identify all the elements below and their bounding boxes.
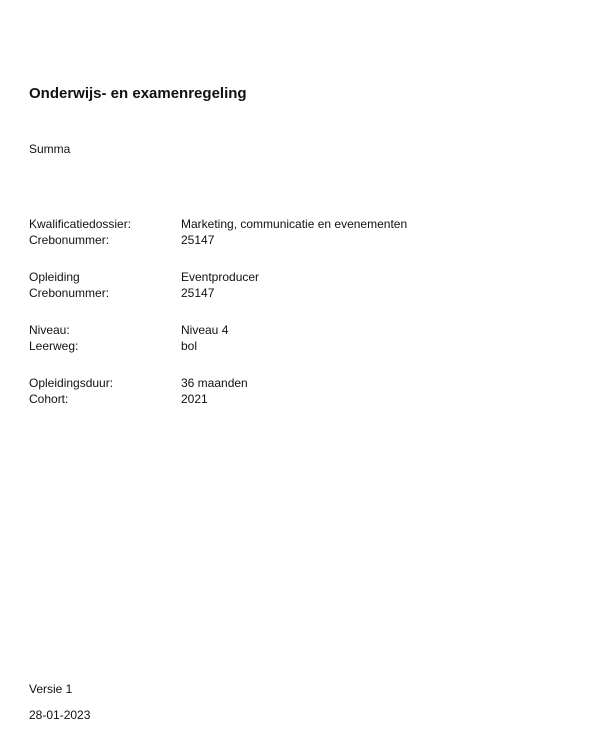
info-value: Niveau 4 bbox=[181, 323, 229, 337]
info-label: Cohort: bbox=[29, 392, 69, 406]
footer-date: 28-01-2023 bbox=[29, 708, 91, 722]
info-table bbox=[29, 217, 407, 429]
info-row bbox=[29, 376, 407, 392]
info-label: Crebonummer: bbox=[29, 233, 110, 247]
footer-version: Versie 1 bbox=[29, 682, 73, 696]
info-group-qualification bbox=[29, 217, 407, 249]
info-group-program bbox=[29, 270, 407, 302]
info-label: Niveau: bbox=[29, 323, 70, 337]
info-row bbox=[29, 392, 407, 408]
info-value: Eventproducer bbox=[181, 270, 260, 284]
info-value: 25147 bbox=[181, 286, 215, 300]
info-label: Crebonummer: bbox=[29, 286, 110, 300]
info-value: 25147 bbox=[181, 233, 215, 247]
info-label: Opleiding bbox=[29, 270, 80, 284]
info-row bbox=[29, 339, 407, 355]
info-row bbox=[29, 233, 407, 249]
info-row bbox=[29, 323, 407, 339]
info-group-duration bbox=[29, 376, 407, 408]
school-name: Summa bbox=[29, 142, 71, 156]
info-value: Marketing, communicatie en evenementen bbox=[181, 217, 408, 231]
info-label: Kwalificatiedossier: bbox=[29, 217, 132, 231]
info-label: Leerweg: bbox=[29, 339, 79, 353]
info-value: bol bbox=[181, 339, 198, 353]
info-group-level bbox=[29, 323, 407, 355]
info-value: 36 maanden bbox=[181, 376, 248, 390]
info-row bbox=[29, 217, 407, 233]
info-label: Opleidingsduur: bbox=[29, 376, 114, 390]
info-row bbox=[29, 270, 407, 286]
info-row bbox=[29, 286, 407, 302]
info-value: 2021 bbox=[181, 392, 208, 406]
page-title: Onderwijs- en examenregeling bbox=[29, 85, 247, 102]
